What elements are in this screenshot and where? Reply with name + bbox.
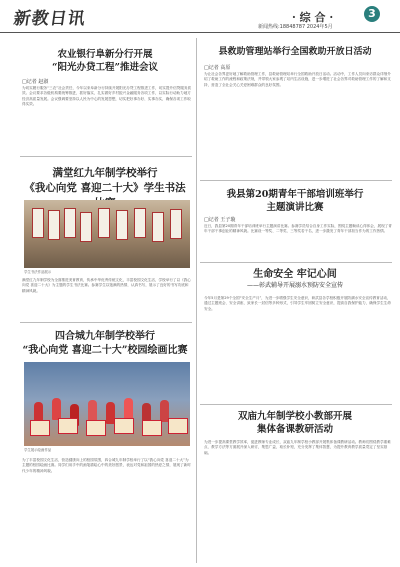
article-a3-title-line2: “我心向党 喜迎二十大”校园绘画比赛 [22, 345, 188, 356]
section-label: · 综 合 · [292, 11, 334, 24]
article-a1-byline: □记者 赵淑 [22, 79, 49, 85]
section-divider [200, 404, 392, 405]
article-a7-title-line2: 集体备课教研活动 [256, 424, 333, 435]
calligraphy-contest-photo [24, 200, 190, 268]
article-a6-title: 生命安全 牢记心间 [253, 269, 337, 280]
page-number-badge: 3 [364, 6, 380, 22]
article-a6-body: 今年5月是第29个全国“安全生产月”，为进一步增强学生安全意识，彰武县各学校积极开展防溺水安全宣传教育活动，通过主题班会、安全讲座、致家长一封信等多种形式，引导学生牢固树立安全意识，提高自我保护能力，确保学生生命安全。 [204, 296, 391, 311]
article-a2-title-line1: 满堂红九年制学校举行 [52, 167, 158, 179]
section-divider [200, 180, 392, 181]
article-a5-byline: □记者 王子璇 [204, 217, 236, 223]
article-a5-title-line2: 主题演讲比赛 [266, 202, 324, 213]
article-a7-title [200, 410, 390, 436]
article-a4-title: 县救助管理站举行全国救助开放日活动 [218, 47, 372, 57]
article-a3-title [20, 330, 190, 358]
column-divider [196, 38, 197, 563]
article-a1-title-line1: 农业银行阜新分行开展 [57, 49, 153, 60]
painting-photo-caption: 学生展示绘画作品 [24, 448, 52, 452]
article-a1-body: 为切实履行服务“三农”社会责任，今年以来阜新分行持续开展阳光办贷工程推进工作，切实提升信贷服务质效。会议要求各级机构要统筹推进，抓好落实，扎实做好乡村振兴金融服务各项工作，以实际行动助力地方经济高质量发展。会议强调要坚持以人民为中心的发展思想，切实把好事办好、实事办实，确保各项工作取得实效。 [22, 86, 192, 107]
section-divider [20, 156, 192, 157]
article-a4-body: 为让社会各界更好地了解救助管理工作，县救助管理站举行全国救助开放日活动。活动中，工作人员向来访群众详细介绍了救助工作的流程和政策法规，并带领大家参观了站内生活设施，进一步增进了社会各界对救助管理工作的了解和支持，营造了全社会关心关爱困难群众的良好氛围。 [204, 72, 391, 87]
article-a5-title [200, 188, 390, 214]
article-a7-body: 为进一步提高课堂教学效率，促进教师专业成长，双庙九年制学校小教部开展集体备课教研活动。教师们围绕教学重难点、教学方法等方面展开深入研讨，集思广益，取长补短，充分发挥了集体智慧，为提升教育教学质量奠定了坚实基础。 [204, 440, 391, 455]
section-divider [20, 322, 192, 323]
article-a4-byline: □记者 高原 [204, 65, 231, 71]
newspaper-logo: 新教日讯 [12, 9, 88, 29]
article-a6-subtitle: ——彰武辅导开展溺水预防安全宣传 [246, 282, 343, 289]
article-a2-title-line2: 《我心向党 喜迎二十大》学生书法 [24, 182, 186, 194]
article-a3-title-line1: 四合城九年制学校举行 [55, 331, 155, 342]
article-a2-body: 满堂红九年制学校为全面推进美育教育，传承中华优秀传统文化，丰富校园文化生活，学校举行了以《我心向党 喜迎二十大》为主题的学生书法比赛。参赛学生以饱满的热情，认真书写，展示了良好的书写功底和精神风貌。 [22, 278, 191, 293]
calligraphy-photo-caption: 学生书法作品展示 [24, 270, 52, 274]
masthead [0, 0, 400, 33]
article-a5-title-line1: 我县第20期青年干部培训班举行 [226, 189, 364, 200]
masthead-info: 新闻热线:18848787 2024年5月 [258, 24, 333, 30]
article-a3-body: 为了丰富校园文化生活，营造健康向上的校园氛围，四合城九年制学校举行了以“我心向党 喜迎二十大”为主题的校园绘画比赛。同学们用手中的画笔描绘心中的美好愿景，表达对党和祖国的热爱之情，展现了新时代少年的精神风貌。 [22, 458, 191, 473]
article-a5-body: 近日，我县第20期青年干部培训班举行主题演讲比赛。参赛学员结合自身工作实际，围绕主题畅谈心得体会，展现了青年干部干事创业的精神风貌。比赛设一等奖、二等奖、三等奖若干名，进一步激发了青年干部担当作为的工作热情。 [204, 224, 392, 234]
article-a1-title-line2: “阳光办贷工程”推进会议 [52, 62, 158, 73]
painting-contest-photo [24, 362, 190, 446]
section-divider [200, 262, 392, 263]
article-a7-title-line1: 双庙九年制学校小教部开展 [237, 411, 352, 422]
article-a1-title [20, 48, 190, 74]
